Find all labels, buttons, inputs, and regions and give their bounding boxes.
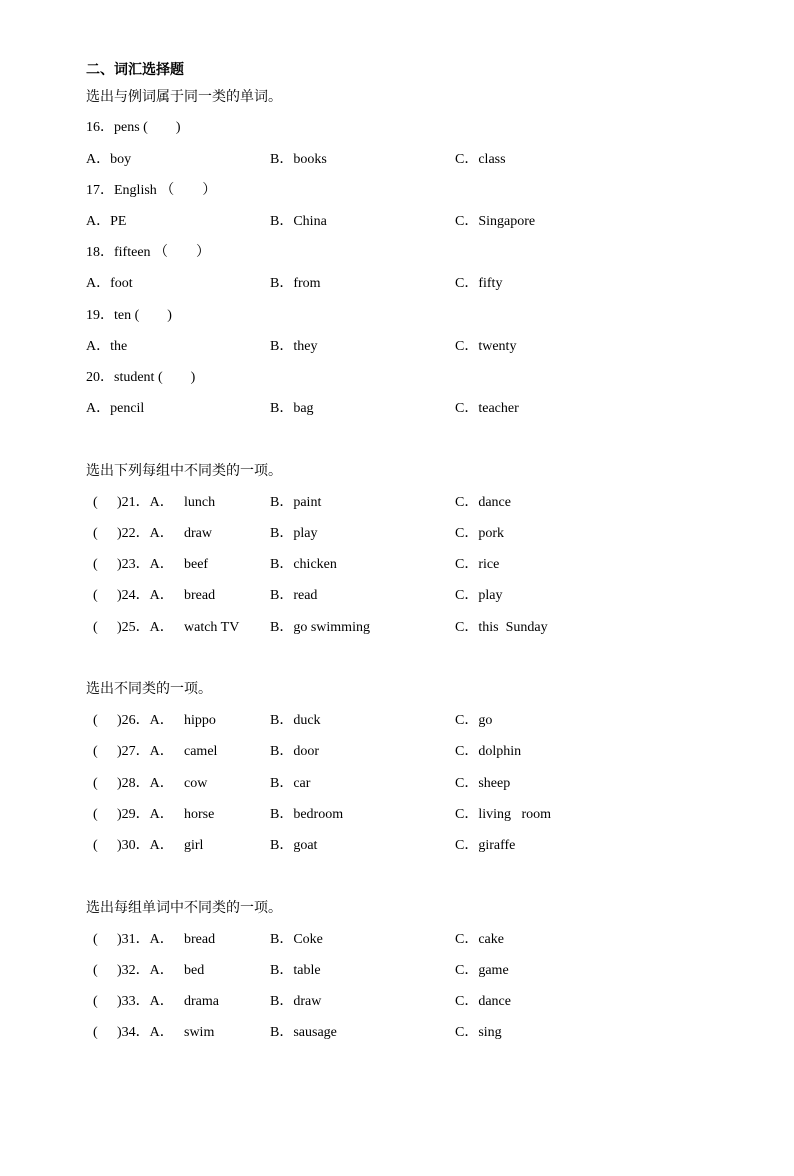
instruction-row: [0, 678, 794, 700]
item-row: [0, 710, 794, 732]
option-c[interactable]: C．rice: [455, 557, 500, 572]
option-a[interactable]: drama: [184, 994, 219, 1009]
item-number: )23．A．: [117, 557, 174, 572]
item-number: )24．A．: [117, 588, 174, 603]
option-b[interactable]: B．sausage: [270, 1025, 337, 1040]
option-row: [0, 398, 794, 420]
option-c[interactable]: C．twenty: [455, 339, 517, 354]
option-a[interactable]: cow: [184, 776, 208, 791]
answer-bracket[interactable]: (: [93, 620, 98, 635]
item-row: [0, 492, 794, 514]
option-b[interactable]: B．they: [270, 339, 318, 354]
question-stem-row: [0, 367, 794, 389]
answer-bracket[interactable]: (: [93, 495, 98, 510]
option-b[interactable]: B．goat: [270, 838, 318, 853]
option-a[interactable]: beef: [184, 557, 209, 572]
item-number: )28．A．: [117, 776, 174, 791]
option-a[interactable]: A．boy: [86, 152, 132, 167]
question-stem: 20．student ( ): [86, 370, 196, 385]
answer-bracket[interactable]: (: [93, 526, 98, 541]
option-c[interactable]: C．fifty: [455, 276, 503, 291]
item-row: [0, 523, 794, 545]
option-b[interactable]: B．play: [270, 526, 318, 541]
item-row: [0, 773, 794, 795]
option-c[interactable]: C．pork: [455, 526, 504, 541]
item-number: )26．A．: [117, 713, 174, 728]
instruction: 选出不同类的一项。: [86, 681, 212, 697]
option-b[interactable]: B．books: [270, 152, 327, 167]
option-c[interactable]: C．game: [455, 963, 509, 978]
instruction: 选出下列每组中不同类的一项。: [86, 463, 282, 479]
answer-bracket[interactable]: (: [93, 588, 98, 603]
question-stem: 18．fifteen （ ）: [86, 245, 211, 260]
item-number: )34．A．: [117, 1025, 174, 1040]
item-row: [0, 929, 794, 951]
item-number: )29．A．: [117, 807, 174, 822]
option-c[interactable]: C．sing: [455, 1025, 502, 1040]
option-a[interactable]: horse: [184, 807, 215, 822]
option-c[interactable]: C．go: [455, 713, 493, 728]
option-c[interactable]: C．Singapore: [455, 214, 536, 229]
instruction-row: [0, 897, 794, 919]
option-a[interactable]: swim: [184, 1025, 215, 1040]
option-b[interactable]: B．from: [270, 276, 321, 291]
option-b[interactable]: B．Coke: [270, 932, 323, 947]
option-row: [0, 336, 794, 358]
instruction: 选出每组单词中不同类的一项。: [86, 900, 282, 916]
option-b[interactable]: B．bedroom: [270, 807, 344, 822]
option-c[interactable]: C．living room: [455, 807, 552, 822]
item-row: [0, 960, 794, 982]
question-stem-row: [0, 180, 794, 202]
option-c[interactable]: C．this Sunday: [455, 620, 548, 635]
option-a[interactable]: A．the: [86, 339, 128, 354]
item-number: )22．A．: [117, 526, 174, 541]
answer-bracket[interactable]: (: [93, 963, 98, 978]
answer-bracket[interactable]: (: [93, 838, 98, 853]
question-stem-row: [0, 305, 794, 327]
question-stem: 17．English （ ）: [86, 183, 217, 198]
option-a[interactable]: bread: [184, 588, 216, 603]
item-number: )33．A．: [117, 994, 174, 1009]
item-number: )31．A．: [117, 932, 174, 947]
option-a[interactable]: A．foot: [86, 276, 133, 291]
option-b[interactable]: B．door: [270, 744, 319, 759]
answer-bracket[interactable]: (: [93, 744, 98, 759]
option-b[interactable]: B．draw: [270, 994, 322, 1009]
option-a[interactable]: bed: [184, 963, 205, 978]
option-a[interactable]: A．pencil: [86, 401, 145, 416]
section-title: 二、词汇选择题: [86, 62, 184, 78]
question-stem: 19．ten ( ): [86, 308, 172, 323]
option-row: [0, 211, 794, 233]
option-b[interactable]: B．China: [270, 214, 327, 229]
question-stem-row: [0, 117, 794, 139]
item-row: [0, 1022, 794, 1044]
option-b[interactable]: B．chicken: [270, 557, 337, 572]
option-c[interactable]: C．dolphin: [455, 744, 522, 759]
item-row: [0, 991, 794, 1013]
item-number: )30．A．: [117, 838, 174, 853]
item-row: [0, 585, 794, 607]
instruction-row: [0, 86, 794, 108]
option-a[interactable]: camel: [184, 744, 218, 759]
option-b[interactable]: B．paint: [270, 495, 322, 510]
option-c[interactable]: C．giraffe: [455, 838, 516, 853]
option-a[interactable]: lunch: [184, 495, 216, 510]
answer-bracket[interactable]: (: [93, 1025, 98, 1040]
option-c[interactable]: C．sheep: [455, 776, 511, 791]
option-b[interactable]: B．bag: [270, 401, 314, 416]
option-c[interactable]: C．dance: [455, 495, 511, 510]
option-c[interactable]: C．class: [455, 152, 506, 167]
option-b[interactable]: B．read: [270, 588, 318, 603]
item-number: )25．A．: [117, 620, 174, 635]
option-a[interactable]: bread: [184, 932, 216, 947]
item-row: [0, 804, 794, 826]
section-title-row: [0, 59, 794, 81]
item-row: [0, 617, 794, 639]
item-row: [0, 741, 794, 763]
option-b[interactable]: B．duck: [270, 713, 321, 728]
option-row: [0, 149, 794, 171]
option-row: [0, 273, 794, 295]
instruction: 选出与例词属于同一类的单词。: [86, 89, 282, 105]
answer-bracket[interactable]: (: [93, 557, 98, 572]
option-c[interactable]: C．teacher: [455, 401, 519, 416]
answer-bracket[interactable]: (: [93, 932, 98, 947]
option-a[interactable]: girl: [184, 838, 204, 853]
item-row: [0, 554, 794, 576]
question-stem-row: [0, 242, 794, 264]
option-c[interactable]: C．cake: [455, 932, 504, 947]
instruction-row: [0, 460, 794, 482]
option-b[interactable]: B．go swimming: [270, 620, 370, 635]
answer-bracket[interactable]: (: [93, 776, 98, 791]
item-number: )32．A．: [117, 963, 174, 978]
answer-bracket[interactable]: (: [93, 994, 98, 1009]
question-stem: 16．pens ( ): [86, 120, 181, 135]
item-number: )27．A．: [117, 744, 174, 759]
option-c[interactable]: C．dance: [455, 994, 511, 1009]
option-a[interactable]: A．PE: [86, 214, 127, 229]
answer-bracket[interactable]: (: [93, 713, 98, 728]
option-b[interactable]: B．table: [270, 963, 321, 978]
item-row: [0, 835, 794, 857]
option-a[interactable]: hippo: [184, 713, 216, 728]
item-number: )21．A．: [117, 495, 174, 510]
option-c[interactable]: C．play: [455, 588, 503, 603]
answer-bracket[interactable]: (: [93, 807, 98, 822]
option-a[interactable]: draw: [184, 526, 212, 541]
option-a[interactable]: watch TV: [184, 620, 240, 635]
option-b[interactable]: B．car: [270, 776, 311, 791]
